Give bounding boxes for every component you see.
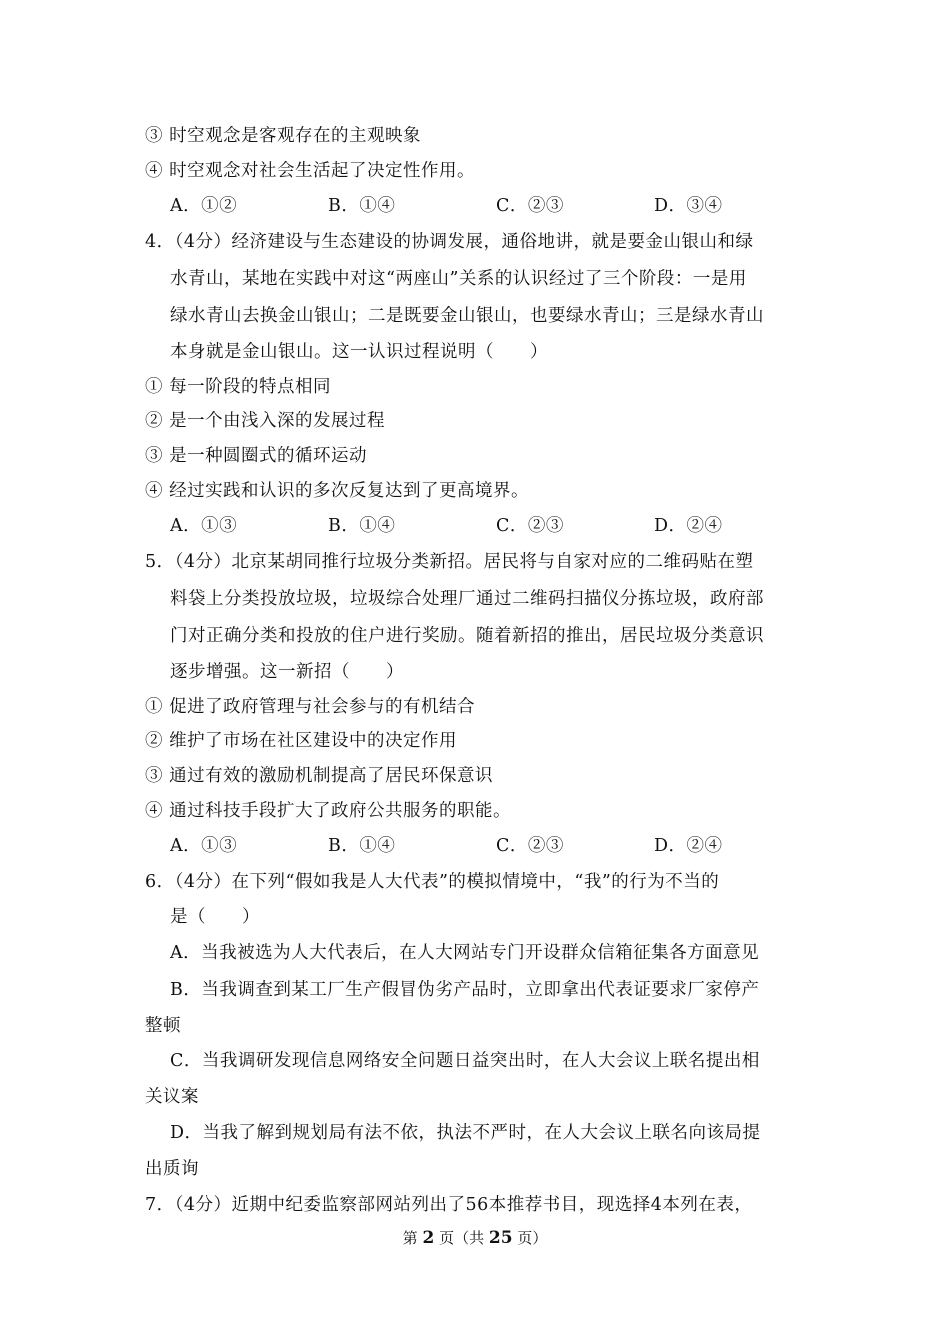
q5-statement-2: ② 维护了市场在社区建设中的决定作用	[145, 731, 458, 751]
q5-stem-line: 5．（4分）北京某胡同推行垃圾分类新招。居民将与自家对应的二维码贴在塑	[145, 552, 754, 572]
q5-statement-1: ① 促进了政府管理与社会参与的有机结合	[145, 697, 476, 717]
q5-options	[170, 835, 790, 857]
q5-stem-line: 料袋上分类投放垃圾，垃圾综合处理厂通过二维码扫描仪分拣垃圾，政府部	[170, 589, 764, 609]
q4-options	[170, 515, 790, 537]
q3-option-d: D．③④	[654, 196, 723, 216]
q5-stem-line: 门对正确分类和投放的住户进行奖励。随着新招的推出，居民垃圾分类意识	[170, 626, 764, 646]
q4-statement-1: ① 每一阶段的特点相同	[145, 377, 332, 397]
q3-statement-4: ④ 时空观念对社会生活起了决定性作用。	[145, 161, 476, 181]
q5-option-d: D．②④	[654, 836, 723, 856]
q4-statement-2: ② 是一个由浅入深的发展过程	[145, 411, 386, 431]
q4-option-c: C．②③	[496, 516, 564, 536]
q3-option-c: C．②③	[496, 196, 564, 216]
q5-option-b: B．①④	[328, 836, 396, 856]
q3-option-b: B．①④	[328, 196, 396, 216]
footer-prefix: 第	[402, 1229, 418, 1247]
q5-option-a: A．①③	[170, 836, 238, 856]
q4-stem-line: 4．（4分）经济建设与生态建设的协调发展，通俗地讲，就是要金山银山和绿	[145, 232, 754, 252]
footer-page-number: 2	[422, 1228, 435, 1248]
page-footer	[0, 1228, 950, 1248]
q4-statement-4: ④ 经过实践和认识的多次反复达到了更高境界。	[145, 481, 530, 501]
q5-statement-4: ④ 通过科技手段扩大了政府公共服务的职能。	[145, 801, 512, 821]
q6-stem-line: 是（ ）	[170, 907, 260, 927]
q5-statement-3: ③ 通过有效的激励机制提高了居民环保意识	[145, 766, 494, 786]
q6-choice-b: B．当我调查到某工厂生产假冒伪劣产品时，立即拿出代表证要求厂家停产	[170, 980, 760, 1000]
q3-option-a: A．①②	[170, 196, 238, 216]
q6-choice-a: A．当我被选为人大代表后，在人大网站专门开设群众信箱征集各方面意见	[170, 943, 760, 963]
q6-choice-d: D．当我了解到规划局有法不依，执法不严时，在人大会议上联名向该局提	[170, 1123, 761, 1143]
footer-total-pages: 25	[488, 1228, 513, 1248]
q6-choice-b-cont: 整顿	[145, 1016, 181, 1036]
q4-stem-line: 绿水青山去换金山银山；二是既要金山银山，也要绿水青山；三是绿水青山	[170, 306, 764, 326]
q4-option-a: A．①③	[170, 516, 238, 536]
q5-option-c: C．②③	[496, 836, 564, 856]
q4-stem-line: 水青山，某地在实践中对这“两座山”关系的认识经过了三个阶段：一是用	[170, 269, 747, 289]
footer-suffix: 页）	[517, 1229, 548, 1247]
q7-stem-line: 7．（4分）近期中纪委监察部网站列出了56本推荐书目，现选择4本列在表，	[145, 1195, 753, 1215]
q4-option-b: B．①④	[328, 516, 396, 536]
q6-choice-c-cont: 关议案	[145, 1087, 199, 1107]
q3-statement-3: ③ 时空观念是客观存在的主观映象	[145, 126, 422, 146]
q3-options	[170, 195, 790, 217]
q6-choice-c: C．当我调研发现信息网络安全问题日益突出时，在人大会议上联名提出相	[170, 1051, 760, 1071]
q4-stem-line: 本身就是金山银山。这一认识过程说明（ ）	[170, 342, 548, 362]
q4-option-d: D．②④	[654, 516, 723, 536]
q6-choice-d-cont: 出质询	[145, 1159, 199, 1179]
q4-statement-3: ③ 是一种圆圈式的循环运动	[145, 446, 368, 466]
q6-stem-line: 6．（4分）在下列“假如我是人大代表”的模拟情境中，“我”的行为不当的	[145, 872, 720, 892]
footer-middle: 页（共	[439, 1229, 485, 1247]
q5-stem-line: 逐步增强。这一新招（ ）	[170, 662, 404, 682]
